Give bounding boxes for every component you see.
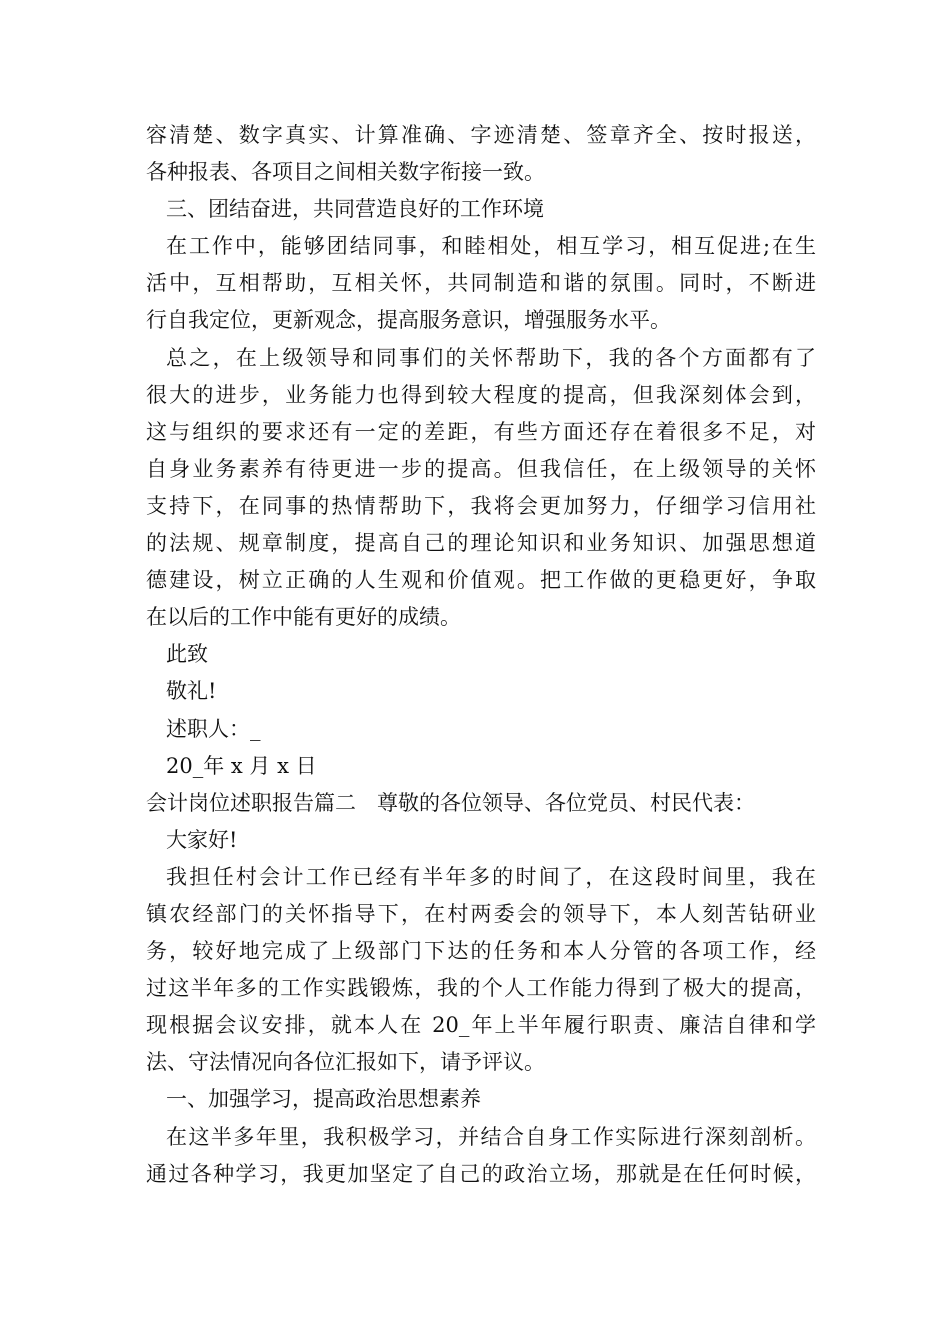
text-line: 在这半多年里，我积极学习，并结合自身工作实际进行深刻剖析。 — [166, 1124, 816, 1149]
document-body — [146, 117, 816, 1193]
text-line: 务，较好地完成了上级部门下达的任务和本人分管的各项工作，经 — [146, 939, 816, 964]
text-line: 现根据会议安排，就本人在 20_年上半年履行职责、廉洁自律和学 — [146, 1013, 816, 1038]
text-line: 总之，在上级领导和同事们的关怀帮助下，我的各个方面都有了 — [166, 345, 816, 370]
closing-line: 敬礼! — [166, 679, 217, 704]
text-line: 行自我定位，更新观念，提高服务意识，增强服务水平。 — [146, 308, 671, 333]
greeting-line: 大家好! — [166, 827, 238, 852]
section-heading: 一、加强学习，提高政治思想素养 — [166, 1087, 481, 1112]
text-line: 这与组织的要求还有一定的差距，有些方面还存在着很多不足，对 — [146, 419, 816, 444]
text-line: 我担任村会计工作已经有半年多的时间了，在这段时间里，我在 — [166, 864, 816, 889]
text-line: 自身业务素养有待更进一步的提高。但我信任，在上级领导的关怀 — [146, 456, 816, 481]
text-line: 在以后的工作中能有更好的成绩。 — [146, 605, 461, 630]
signature-line: 述职人：_ — [166, 716, 261, 741]
section-heading: 三、团结奋进，共同营造良好的工作环境 — [166, 197, 544, 222]
text-line: 镇农经部门的关怀指导下，在村两委会的领导下，本人刻苦钻研业 — [146, 901, 816, 926]
text-line: 德建设，树立正确的人生观和价值观。把工作做的更稳更好，争取 — [146, 568, 816, 593]
text-line: 活中，互相帮助，互相关怀，共同制造和谐的氛围。同时，不断进 — [146, 271, 816, 296]
text-line: 各种报表、各项目之间相关数字衔接一致。 — [146, 160, 545, 185]
text-line: 通过各种学习，我更加坚定了自己的政治立场，那就是在任何时候， — [146, 1161, 816, 1186]
report-title: 会计岗位述职报告篇二 尊敬的各位领导、各位党员、村民代表： — [146, 790, 755, 815]
text-line: 的法规、规章制度，提高自己的理论知识和业务知识、加强思想道 — [146, 531, 816, 556]
closing-line: 此致 — [166, 642, 208, 667]
text-line: 过这半年多的工作实践锻炼，我的个人工作能力得到了极大的提高， — [146, 976, 816, 1001]
date-line: 20_年 x 月 x 日 — [166, 753, 317, 778]
text-line: 支持下，在同事的热情帮助下，我将会更加努力，仔细学习信用社 — [146, 493, 816, 518]
text-line: 很大的进步，业务能力也得到较大程度的提高，但我深刻体会到， — [146, 382, 816, 407]
text-line: 容清楚、数字真实、计算准确、字迹清楚、签章齐全、按时报送， — [146, 123, 816, 147]
text-line: 在工作中，能够团结同事，和睦相处，相互学习，相互促进;在生 — [166, 234, 816, 259]
text-line: 法、守法情况向各位汇报如下，请予评议。 — [146, 1050, 545, 1075]
